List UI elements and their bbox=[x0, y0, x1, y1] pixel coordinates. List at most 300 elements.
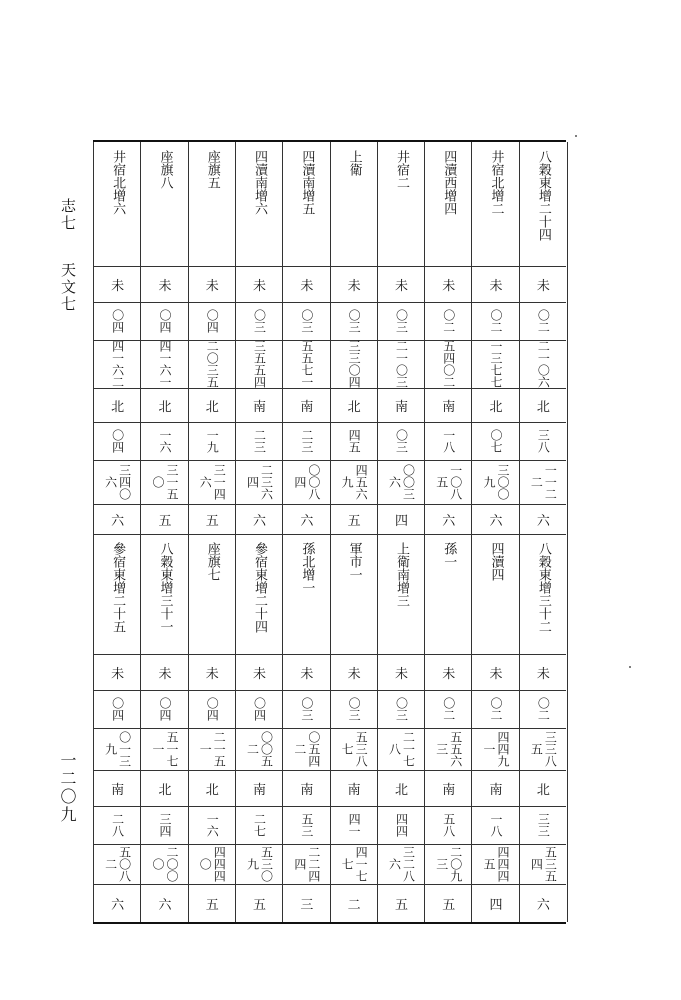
longitude-minutes: 四一六二 bbox=[110, 340, 125, 388]
star-name: 四瀆西增四 bbox=[441, 150, 457, 215]
table-cell bbox=[141, 534, 188, 662]
direction: 南 bbox=[442, 782, 456, 798]
longitude-minutes: 〇一三九 bbox=[103, 731, 132, 767]
table-cell bbox=[425, 690, 472, 728]
running-head: 志七 bbox=[59, 198, 77, 232]
table-cell bbox=[378, 388, 425, 422]
table-cell bbox=[378, 690, 425, 728]
table-cell bbox=[472, 388, 519, 422]
star-name: 八穀東增三十二 bbox=[535, 542, 551, 633]
table-cell bbox=[283, 340, 330, 388]
direction: 北 bbox=[205, 782, 219, 798]
table-cell bbox=[331, 266, 378, 302]
table-column bbox=[93, 142, 141, 922]
table-cell bbox=[520, 504, 567, 534]
table-cell bbox=[472, 460, 519, 504]
latitude-minutes: 四四四五 bbox=[482, 846, 511, 882]
table-cell bbox=[331, 460, 378, 504]
latitude-degrees: 三三 bbox=[536, 813, 551, 837]
palace: 未 bbox=[394, 278, 408, 294]
magnitude: 六 bbox=[300, 513, 314, 529]
table-cell bbox=[378, 422, 425, 460]
latitude-minutes: 二三六四 bbox=[245, 464, 274, 500]
palace: 未 bbox=[205, 278, 219, 294]
direction: 北 bbox=[394, 782, 408, 798]
table-cell bbox=[472, 844, 519, 884]
table-cell bbox=[331, 728, 378, 770]
table-cell bbox=[189, 388, 236, 422]
magnitude: 五 bbox=[442, 897, 456, 913]
table-cell bbox=[283, 654, 330, 690]
table-cell bbox=[283, 884, 330, 922]
star-name: 井宿北增二 bbox=[488, 150, 504, 215]
table-cell bbox=[141, 302, 188, 340]
table-cell bbox=[94, 844, 141, 884]
magnitude: 六 bbox=[536, 513, 550, 529]
longitude-minutes: 五一七一 bbox=[150, 731, 179, 767]
star-name: 孫北增一 bbox=[299, 542, 315, 594]
longitude-minutes: 二一〇三 bbox=[394, 340, 409, 388]
longitude-minutes: 四一六一 bbox=[157, 340, 172, 388]
latitude-minutes: 四五六九 bbox=[340, 464, 369, 500]
star-name: 上衛南增三 bbox=[393, 542, 409, 607]
palace: 未 bbox=[442, 278, 456, 294]
table-cell bbox=[283, 302, 330, 340]
table-cell bbox=[94, 806, 141, 844]
table-cell bbox=[425, 728, 472, 770]
latitude-minutes: 一〇八五 bbox=[434, 464, 463, 500]
latitude-degrees: 二八 bbox=[110, 813, 125, 837]
table-cell bbox=[520, 884, 567, 922]
table-cell bbox=[378, 770, 425, 806]
longitude-minutes: 三五五四 bbox=[252, 340, 267, 388]
table-cell bbox=[189, 340, 236, 388]
table-cell bbox=[520, 690, 567, 728]
latitude-minutes: 四一七七 bbox=[340, 846, 369, 882]
longitude-degrees: 〇四 bbox=[252, 697, 267, 721]
longitude-degrees: 〇三 bbox=[394, 309, 409, 333]
latitude-minutes: 三一五〇 bbox=[150, 464, 179, 500]
table-cell bbox=[141, 770, 188, 806]
longitude-degrees: 〇二 bbox=[441, 309, 456, 333]
table-cell bbox=[472, 884, 519, 922]
star-name: 四瀆四 bbox=[488, 542, 504, 581]
table-cell bbox=[283, 460, 330, 504]
longitude-minutes: 五三八七 bbox=[340, 731, 369, 767]
longitude-degrees: 〇二 bbox=[489, 309, 504, 333]
table-cell bbox=[94, 460, 141, 504]
latitude-minutes: 二〇〇〇 bbox=[150, 846, 179, 882]
table-cell bbox=[94, 340, 141, 388]
palace: 未 bbox=[111, 278, 125, 294]
table-cell bbox=[378, 266, 425, 302]
table-column bbox=[471, 142, 519, 922]
star-name: 參宿東增二十四 bbox=[252, 542, 268, 633]
star-name: 八穀東增三十一 bbox=[157, 542, 173, 633]
table-cell bbox=[283, 770, 330, 806]
longitude-degrees: 〇三 bbox=[299, 309, 314, 333]
magnitude: 六 bbox=[253, 513, 267, 529]
table-column bbox=[282, 142, 330, 922]
table-cell bbox=[425, 302, 472, 340]
longitude-degrees: 〇三 bbox=[252, 309, 267, 333]
table-cell bbox=[189, 690, 236, 728]
latitude-degrees: 三四 bbox=[157, 813, 172, 837]
direction: 南 bbox=[347, 782, 361, 798]
direction: 南 bbox=[489, 782, 503, 798]
direction: 南 bbox=[300, 399, 314, 415]
latitude-minutes: 四四四〇 bbox=[198, 846, 227, 882]
table-cell bbox=[236, 422, 283, 460]
longitude-minutes: 二一五一 bbox=[198, 731, 227, 767]
table-cell bbox=[283, 806, 330, 844]
table-cell bbox=[283, 534, 330, 662]
table-cell bbox=[141, 728, 188, 770]
table-cell bbox=[189, 770, 236, 806]
palace: 未 bbox=[442, 666, 456, 682]
palace: 未 bbox=[158, 278, 172, 294]
table-cell bbox=[283, 422, 330, 460]
star-name: 上衛 bbox=[346, 150, 362, 176]
latitude-degrees: 〇三 bbox=[394, 429, 409, 453]
star-catalog-table bbox=[93, 140, 566, 924]
latitude-minutes: 〇〇八四 bbox=[292, 464, 321, 500]
table-cell bbox=[189, 460, 236, 504]
table-cell bbox=[283, 266, 330, 302]
latitude-degrees: 五八 bbox=[441, 813, 456, 837]
star-name: 座旗五 bbox=[204, 150, 220, 189]
magnitude: 五 bbox=[253, 897, 267, 913]
longitude-minutes: 二一七八 bbox=[387, 731, 416, 767]
palace: 未 bbox=[253, 666, 267, 682]
table-cell bbox=[378, 460, 425, 504]
table-cell bbox=[283, 388, 330, 422]
table-cell bbox=[236, 504, 283, 534]
table-cell bbox=[283, 690, 330, 728]
direction: 南 bbox=[253, 399, 267, 415]
table-cell bbox=[331, 770, 378, 806]
table-cell bbox=[94, 388, 141, 422]
star-name: 四瀆南增六 bbox=[252, 150, 268, 215]
table-cell bbox=[94, 266, 141, 302]
table-column bbox=[140, 142, 188, 922]
table-cell bbox=[378, 504, 425, 534]
longitude-minutes: 二〇三五 bbox=[205, 340, 220, 388]
table-cell bbox=[378, 142, 425, 274]
table-cell bbox=[141, 422, 188, 460]
table-cell bbox=[472, 534, 519, 662]
palace: 未 bbox=[300, 666, 314, 682]
table-cell bbox=[472, 504, 519, 534]
table-cell bbox=[520, 654, 567, 690]
table-cell bbox=[94, 422, 141, 460]
table-cell bbox=[425, 422, 472, 460]
direction: 北 bbox=[536, 782, 550, 798]
palace: 未 bbox=[205, 666, 219, 682]
table-cell bbox=[520, 388, 567, 422]
latitude-degrees: 一六 bbox=[157, 429, 172, 453]
table-cell bbox=[236, 844, 283, 884]
magnitude: 五 bbox=[347, 513, 361, 529]
table-column bbox=[424, 142, 472, 922]
table-cell bbox=[425, 844, 472, 884]
table-cell bbox=[141, 654, 188, 690]
table-cell bbox=[425, 460, 472, 504]
table-cell bbox=[141, 504, 188, 534]
magnitude: 三 bbox=[300, 897, 314, 913]
table-cell bbox=[236, 142, 283, 274]
table-cell bbox=[189, 806, 236, 844]
table-cell bbox=[283, 142, 330, 274]
table-cell bbox=[331, 534, 378, 662]
section-head: 天文七 bbox=[59, 262, 77, 313]
table-cell bbox=[331, 142, 378, 274]
star-name: 軍市一 bbox=[346, 542, 362, 581]
direction: 北 bbox=[489, 399, 503, 415]
longitude-minutes: 五五六三 bbox=[434, 731, 463, 767]
palace: 未 bbox=[300, 278, 314, 294]
longitude-degrees: 〇四 bbox=[205, 697, 220, 721]
direction: 南 bbox=[394, 399, 408, 415]
magnitude: 六 bbox=[158, 897, 172, 913]
table-cell bbox=[331, 844, 378, 884]
longitude-minutes: 〇五四二 bbox=[292, 731, 321, 767]
longitude-degrees: 〇三 bbox=[347, 697, 362, 721]
table-cell bbox=[331, 654, 378, 690]
table-cell bbox=[378, 884, 425, 922]
magnitude: 六 bbox=[111, 513, 125, 529]
table-cell bbox=[472, 728, 519, 770]
table-cell bbox=[141, 844, 188, 884]
longitude-minutes: 〇〇五二 bbox=[245, 731, 274, 767]
table-cell bbox=[236, 460, 283, 504]
table-cell bbox=[331, 422, 378, 460]
table-cell bbox=[236, 770, 283, 806]
longitude-minutes: 五四〇二 bbox=[441, 340, 456, 388]
magnitude: 六 bbox=[442, 513, 456, 529]
table-cell bbox=[331, 504, 378, 534]
table-cell bbox=[520, 266, 567, 302]
table-cell bbox=[141, 690, 188, 728]
star-name: 井宿北增六 bbox=[110, 150, 126, 215]
table-cell bbox=[236, 388, 283, 422]
direction: 北 bbox=[158, 782, 172, 798]
table-column bbox=[377, 142, 425, 922]
print-speck bbox=[629, 666, 631, 668]
latitude-degrees: 一八 bbox=[441, 429, 456, 453]
table-cell bbox=[378, 844, 425, 884]
palace: 未 bbox=[347, 666, 361, 682]
print-speck bbox=[575, 135, 577, 137]
latitude-degrees: 一八 bbox=[489, 813, 504, 837]
magnitude: 五 bbox=[158, 513, 172, 529]
table-cell bbox=[520, 728, 567, 770]
table-cell bbox=[331, 884, 378, 922]
table-cell bbox=[520, 302, 567, 340]
table-cell bbox=[425, 142, 472, 274]
table-cell bbox=[472, 654, 519, 690]
table-cell bbox=[472, 142, 519, 274]
table-cell bbox=[378, 728, 425, 770]
latitude-degrees: 〇七 bbox=[489, 429, 504, 453]
longitude-degrees: 〇四 bbox=[110, 309, 125, 333]
table-cell bbox=[94, 504, 141, 534]
magnitude: 五 bbox=[205, 897, 219, 913]
longitude-minutes: 三三八五 bbox=[529, 731, 558, 767]
table-cell bbox=[425, 340, 472, 388]
table-cell bbox=[94, 728, 141, 770]
direction: 南 bbox=[442, 399, 456, 415]
table-cell bbox=[189, 142, 236, 274]
latitude-minutes: 二〇九三 bbox=[434, 846, 463, 882]
table-cell bbox=[331, 388, 378, 422]
table-cell bbox=[236, 302, 283, 340]
table-cell bbox=[378, 654, 425, 690]
table-cell bbox=[94, 770, 141, 806]
table-cell bbox=[472, 806, 519, 844]
table-cell bbox=[520, 422, 567, 460]
direction: 北 bbox=[111, 399, 125, 415]
longitude-degrees: 〇四 bbox=[205, 309, 220, 333]
table-cell bbox=[331, 302, 378, 340]
latitude-minutes: 二二四四 bbox=[292, 846, 321, 882]
table-cell bbox=[189, 844, 236, 884]
table-cell bbox=[94, 690, 141, 728]
magnitude: 六 bbox=[111, 897, 125, 913]
longitude-minutes: 一三七七 bbox=[489, 340, 504, 388]
table-cell bbox=[189, 534, 236, 662]
direction: 北 bbox=[205, 399, 219, 415]
page-number: 一二〇九 bbox=[58, 752, 77, 824]
latitude-minutes: 五〇八二 bbox=[103, 846, 132, 882]
latitude-degrees: 二三 bbox=[252, 429, 267, 453]
star-name: 座旗七 bbox=[204, 542, 220, 581]
star-name: 孫一 bbox=[441, 542, 457, 568]
latitude-degrees: 二七 bbox=[252, 813, 267, 837]
table-cell bbox=[189, 422, 236, 460]
longitude-degrees: 〇四 bbox=[157, 309, 172, 333]
table-cell bbox=[189, 302, 236, 340]
direction: 北 bbox=[347, 399, 361, 415]
longitude-degrees: 〇二 bbox=[536, 309, 551, 333]
palace: 未 bbox=[536, 666, 550, 682]
table-cell bbox=[520, 460, 567, 504]
table-cell bbox=[236, 266, 283, 302]
longitude-degrees: 〇三 bbox=[347, 309, 362, 333]
table-cell bbox=[236, 728, 283, 770]
latitude-degrees: 三八 bbox=[536, 429, 551, 453]
latitude-degrees: 四五 bbox=[347, 429, 362, 453]
table-column bbox=[519, 142, 568, 922]
table-cell bbox=[472, 302, 519, 340]
direction: 南 bbox=[300, 782, 314, 798]
latitude-degrees: 一六 bbox=[205, 813, 220, 837]
table-cell bbox=[520, 844, 567, 884]
longitude-degrees: 〇四 bbox=[110, 697, 125, 721]
palace: 未 bbox=[489, 278, 503, 294]
table-cell bbox=[141, 340, 188, 388]
table-cell bbox=[283, 728, 330, 770]
table-cell bbox=[141, 460, 188, 504]
longitude-minutes: 二一〇六 bbox=[536, 340, 551, 388]
table-cell bbox=[425, 770, 472, 806]
table-cell bbox=[425, 534, 472, 662]
magnitude: 二 bbox=[347, 897, 361, 913]
star-name: 四瀆南增五 bbox=[299, 150, 315, 215]
table-column bbox=[235, 142, 283, 922]
star-name: 座旗八 bbox=[157, 150, 173, 189]
table-cell bbox=[331, 806, 378, 844]
table-cell bbox=[236, 806, 283, 844]
table-cell bbox=[141, 266, 188, 302]
longitude-degrees: 〇二 bbox=[441, 697, 456, 721]
table-cell bbox=[236, 654, 283, 690]
palace: 未 bbox=[536, 278, 550, 294]
table-cell bbox=[236, 690, 283, 728]
table-cell bbox=[472, 266, 519, 302]
table-cell bbox=[189, 266, 236, 302]
table-cell bbox=[141, 142, 188, 274]
longitude-degrees: 〇二 bbox=[489, 697, 504, 721]
table-cell bbox=[472, 770, 519, 806]
magnitude: 四 bbox=[489, 897, 503, 913]
table-cell bbox=[236, 884, 283, 922]
table-cell bbox=[425, 266, 472, 302]
table-cell bbox=[378, 534, 425, 662]
table-cell bbox=[189, 654, 236, 690]
table-cell bbox=[141, 388, 188, 422]
table-cell bbox=[425, 806, 472, 844]
longitude-minutes: 五五七一 bbox=[299, 340, 314, 388]
longitude-degrees: 〇二 bbox=[536, 697, 551, 721]
latitude-minutes: 五三〇九 bbox=[245, 846, 274, 882]
magnitude: 五 bbox=[205, 513, 219, 529]
table-cell bbox=[189, 884, 236, 922]
latitude-minutes: 三二八六 bbox=[387, 846, 416, 882]
table-cell bbox=[472, 690, 519, 728]
direction: 南 bbox=[253, 782, 267, 798]
latitude-minutes: 一一二二 bbox=[529, 464, 558, 500]
latitude-degrees: 〇四 bbox=[110, 429, 125, 453]
table-cell bbox=[425, 884, 472, 922]
table-column bbox=[188, 142, 236, 922]
latitude-minutes: 五三五四 bbox=[529, 846, 558, 882]
table-cell bbox=[283, 504, 330, 534]
table-cell bbox=[472, 422, 519, 460]
table-cell bbox=[520, 770, 567, 806]
star-name: 井宿二 bbox=[393, 150, 409, 189]
direction: 南 bbox=[111, 782, 125, 798]
table-column bbox=[330, 142, 378, 922]
table-cell bbox=[141, 806, 188, 844]
longitude-degrees: 〇三 bbox=[394, 697, 409, 721]
star-name: 參宿東增二十五 bbox=[110, 542, 126, 633]
table-cell bbox=[520, 340, 567, 388]
table-cell bbox=[520, 534, 567, 662]
table-cell bbox=[189, 504, 236, 534]
table-cell bbox=[189, 728, 236, 770]
table-cell bbox=[94, 302, 141, 340]
palace: 未 bbox=[253, 278, 267, 294]
table-cell bbox=[378, 806, 425, 844]
star-name: 八穀東增二十四 bbox=[535, 150, 551, 241]
table-cell bbox=[378, 340, 425, 388]
table-cell bbox=[425, 388, 472, 422]
latitude-degrees: 五三 bbox=[299, 813, 314, 837]
table-cell bbox=[331, 690, 378, 728]
table-cell bbox=[425, 654, 472, 690]
latitude-minutes: 〇〇三六 bbox=[387, 464, 416, 500]
